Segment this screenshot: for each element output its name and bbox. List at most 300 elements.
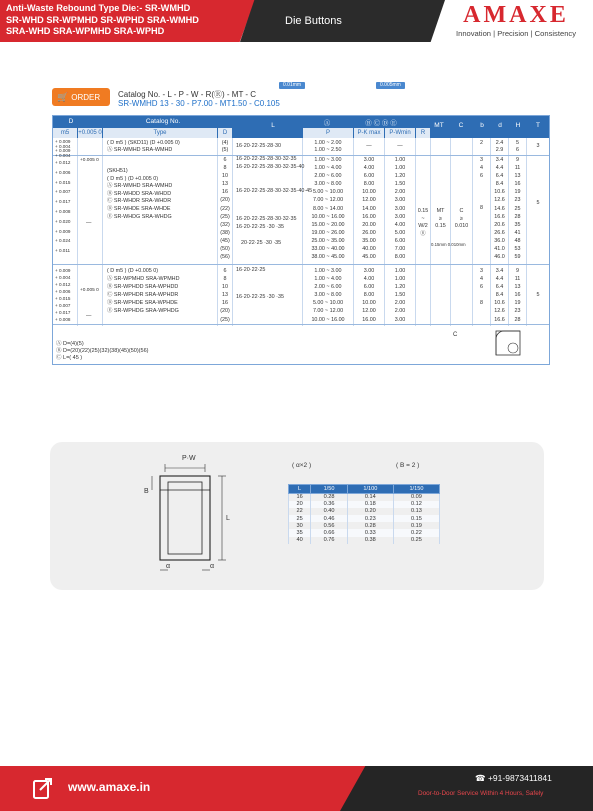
- table-row: [289, 515, 440, 522]
- page-footer: [0, 766, 593, 811]
- note-line: Ⓑ D=(20)(22)(25)(32)(38)(45)(50)(56): [56, 348, 149, 354]
- ratio-cell: 16: [289, 494, 311, 501]
- h-value: 16: [514, 292, 521, 299]
- tol-line: + 0.006: [55, 289, 71, 294]
- tol-line: + 0.009: [55, 139, 71, 144]
- h-value: 23: [514, 197, 521, 204]
- b-value: 2: [480, 140, 483, 146]
- grid-line: [232, 138, 233, 326]
- p-value: 1.00 ~ 2.50: [314, 146, 342, 153]
- ratio-cell: 0.20: [347, 508, 393, 515]
- h-value: 6: [516, 146, 519, 153]
- tol-line: + 0.009: [55, 268, 71, 273]
- pk-value: 14.00: [362, 205, 376, 212]
- t-cell: 3: [536, 143, 540, 149]
- d-value: (4): [221, 140, 229, 146]
- pk-value: 45.00: [362, 254, 376, 261]
- tol-line: + 0.012: [55, 160, 71, 165]
- phone-text: +91-9873411841: [487, 773, 552, 783]
- d-value: (56): [220, 254, 230, 261]
- note-line: Ⓐ D=(4)(5): [56, 341, 84, 347]
- tol-dash-cell: —: [86, 220, 92, 226]
- order-button-label: ORDER: [71, 93, 101, 102]
- tol-line: + 0.011: [55, 248, 71, 254]
- type-cell: [107, 168, 172, 221]
- l-cell: 16·20·22·25·28·30·32·35: [236, 156, 297, 162]
- d-value: 8: [223, 276, 227, 283]
- l-cell: 20·22·25 ·30 ·35: [241, 240, 282, 246]
- pk-cell: [354, 267, 384, 324]
- ratio-cell: 0.15: [393, 515, 439, 522]
- h-value: 28: [514, 316, 521, 323]
- dd-value: 46.0: [494, 254, 505, 261]
- dd-value: 2.4: [495, 140, 504, 146]
- type-line: Ⓓ SR-WPHDE SRA-WPHDE: [107, 300, 178, 307]
- ratio-cell: 40: [289, 537, 311, 544]
- l-cell: 16·20·22·25 ·30 ·35: [236, 294, 284, 300]
- tol-right-cell: +0.005 0: [80, 158, 99, 163]
- tol-line: + 0.017: [55, 199, 71, 205]
- taper-ratio-table: [288, 484, 440, 544]
- p-value: 1.00 ~ 2.00: [314, 140, 342, 146]
- p-value: 5.00 ~ 10.00: [312, 189, 344, 196]
- dd-value: 3.4: [495, 268, 504, 274]
- h-value: 41: [514, 229, 521, 236]
- p-value: 25.00 ~ 35.00: [311, 237, 345, 244]
- pk-cell: [354, 156, 384, 261]
- pk-value: 3.00: [363, 268, 375, 274]
- d-value: (22): [220, 205, 230, 212]
- subheader-d: D: [218, 128, 232, 138]
- grid-line: [102, 138, 103, 326]
- title-line: SR-WHD SR-WPMHD SR-WPHD SRA-WMHD: [6, 14, 199, 25]
- type-line: Ⓒ SR-WHDR SRA-WHDR: [107, 198, 172, 205]
- h-value: 13: [514, 173, 521, 180]
- h-value: 23: [514, 308, 521, 315]
- table-row: [289, 522, 440, 529]
- pw-dimension-label: P·W: [182, 455, 196, 462]
- b-cell: [473, 140, 490, 147]
- pk-value: 4.00: [363, 276, 375, 283]
- dd-value: 8.4: [495, 292, 504, 299]
- tol-dash-cell: —: [86, 313, 92, 319]
- dd-value: 4.4: [495, 165, 504, 172]
- pk-value: 12.00: [362, 197, 376, 204]
- tol-line: + 0.004: [55, 152, 71, 158]
- mt-value: ≥: [439, 215, 442, 222]
- dd-value: 8.4: [495, 181, 504, 188]
- tol-right-cell: +0.005 0: [80, 288, 99, 293]
- h-value: 28: [514, 213, 521, 220]
- tol-line: + 0.012: [55, 282, 71, 287]
- dd-value: 16.6: [494, 213, 505, 220]
- d-value: 6: [223, 268, 227, 274]
- p-value: 1.00 ~ 4.00: [314, 165, 342, 172]
- c-value: C: [459, 208, 464, 214]
- p-cell: [303, 140, 353, 153]
- page-header: [0, 0, 593, 42]
- p-value: 19.00 ~ 26.00: [311, 229, 345, 236]
- l-cell: 16·20·22·25: [236, 267, 266, 273]
- pw-value: 1.50: [394, 181, 406, 188]
- h-value: 59: [514, 254, 521, 261]
- h-value: 11: [514, 165, 521, 172]
- pw-value: 5.00: [394, 229, 406, 236]
- pw-value: 3.00: [394, 316, 406, 323]
- d-value: (25): [220, 213, 230, 220]
- dd-value: 12.6: [494, 197, 505, 204]
- group-divider: [53, 264, 549, 265]
- dd-value: 3.4: [495, 157, 504, 163]
- col-d-header: D: [68, 118, 74, 125]
- dd-value: 20.6: [494, 221, 505, 228]
- ratio-cell: 0.23: [347, 515, 393, 522]
- d-cell: [218, 267, 232, 324]
- b-value: 4: [480, 276, 483, 283]
- r-value: Ⓡ: [420, 230, 426, 237]
- b-cell: [473, 267, 490, 307]
- c-value: 0.010: [454, 223, 469, 229]
- col-b-header: b: [480, 122, 484, 129]
- col-a-header: Ⓐ: [323, 120, 331, 127]
- ratio-cell: 0.25: [393, 537, 439, 544]
- group-divider: [53, 324, 549, 325]
- d-value: (38): [220, 229, 230, 236]
- type-line: Ⓔ SR-WPHDG SRA-WPHDG: [107, 308, 179, 315]
- col-bcde-header: Ⓑ Ⓒ Ⓓ Ⓔ: [365, 120, 397, 127]
- d-value: 10: [222, 173, 228, 180]
- b-value: 8: [480, 205, 483, 212]
- p-cell: [303, 156, 353, 261]
- r-value: ~: [421, 215, 425, 222]
- r-value: 0.15: [417, 208, 429, 214]
- h-value: 11: [514, 276, 521, 283]
- h-value: 13: [514, 284, 521, 291]
- h-value: 53: [514, 246, 521, 253]
- col-h-header: H: [515, 122, 521, 129]
- type-line: Ⓓ SR-WHDE SRA-WHDE: [107, 205, 171, 212]
- type-line: Ⓔ SR-WHDG SRA-WHDG: [107, 213, 172, 220]
- website-link[interactable]: www.amaxe.in: [68, 780, 151, 794]
- h-value: 19: [514, 189, 521, 196]
- dd-value: 12.6: [494, 308, 505, 315]
- p-value: 38.00 ~ 45.00: [311, 254, 345, 261]
- ratio-cell: 0.28: [347, 522, 393, 529]
- subheader-pw: P-Wmin: [385, 128, 415, 138]
- p-value: 2.00 ~ 6.00: [314, 284, 342, 291]
- pw-value: 1.00: [394, 276, 406, 283]
- title-line: SRA-WHD SRA-WPMHD SRA-WPHD: [6, 26, 165, 36]
- ratio-cell: 0.22: [393, 529, 439, 536]
- p-value: 7.00 ~ 12.00: [312, 308, 344, 315]
- pk-value: 10.00: [362, 189, 376, 196]
- table-row: [289, 494, 440, 501]
- dd-cell: [491, 140, 508, 153]
- pw-value: 7.00: [394, 246, 406, 253]
- grid-line: [430, 138, 431, 326]
- b-value: 6: [480, 173, 483, 180]
- footer-dark-band: [340, 766, 593, 811]
- dd-value: 16.6: [494, 316, 505, 323]
- ratio-header: 1/150: [393, 485, 439, 494]
- type-line: (SKH51): [107, 168, 128, 174]
- tol-line: + 0.017: [55, 310, 71, 315]
- p-value: 1.00 ~ 3.00: [314, 268, 342, 274]
- brand-tagline: Innovation | Precision | Consistency: [455, 29, 577, 38]
- p-value: 10.00 ~ 16.00: [311, 316, 345, 323]
- h-value: 19: [514, 300, 521, 307]
- h-cell: [509, 140, 526, 153]
- d-value: 8: [223, 165, 227, 172]
- pk-value: 12.00: [362, 308, 376, 315]
- dd-value: 26.6: [494, 229, 505, 236]
- ratio-cell: 0.56: [311, 522, 348, 529]
- ratio-cell: 0.19: [393, 522, 439, 529]
- d-cell: [218, 140, 232, 153]
- share-icon: [32, 776, 54, 800]
- table-notes: [56, 341, 148, 362]
- h-value: 9: [516, 157, 519, 163]
- ratio-cell: 0.28: [311, 494, 348, 501]
- pw-value: 8.00: [394, 254, 406, 261]
- pk-value: 40.00: [362, 246, 376, 253]
- subheader-pk: P-K max: [354, 128, 384, 138]
- p-value: 3.00 ~ 8.00: [314, 181, 342, 188]
- dd-value: 10.6: [494, 300, 505, 307]
- p-value: 1.00 ~ 3.00: [314, 157, 342, 163]
- pw-cell: [385, 267, 415, 324]
- type-line: ( D m5 ) (D +0.005 0): [107, 268, 159, 274]
- pw-value: 1.00: [394, 268, 406, 274]
- grid-line: [77, 138, 78, 326]
- precision-tag: 0.005mm: [376, 82, 405, 89]
- p-cell: [303, 267, 353, 324]
- c-value: ≥: [460, 215, 463, 222]
- type-cell: [107, 140, 180, 153]
- d-value: (25): [220, 316, 230, 323]
- pk-value: 20.00: [362, 221, 376, 228]
- subheader-r: R: [416, 128, 430, 138]
- b-value: 6: [480, 284, 483, 291]
- subheader-p: P: [303, 128, 353, 138]
- d-value: (20): [220, 197, 230, 204]
- p-value: 8.00 ~ 14.00: [312, 205, 344, 212]
- tol-line: + 0.015: [55, 179, 71, 185]
- pk-value: 4.00: [363, 165, 375, 172]
- d-value: (50): [220, 246, 230, 253]
- catalog-example: SR-WMHD 13 - 30 - P7.00 - MT1.50 - C0.105: [118, 99, 280, 108]
- d-value: (20): [220, 308, 230, 315]
- p-value: 33.00 ~ 40.00: [311, 246, 345, 253]
- pk-value: 16.00: [362, 213, 376, 220]
- pk-value: 8.00: [363, 292, 375, 299]
- mt-note: 0.15mm 0.010mm: [431, 242, 466, 247]
- pw-value: 1.00: [394, 157, 406, 163]
- pw-value: 1.20: [394, 284, 406, 291]
- ratio-cell: 0.33: [347, 529, 393, 536]
- type-cell: [107, 267, 179, 316]
- brand-logo[interactable]: [446, 2, 586, 38]
- alpha-label-right: α: [210, 563, 215, 570]
- dd-cell: [491, 156, 508, 261]
- tol-line: + 0.004: [55, 143, 71, 149]
- l-cell: 16·20·22·25 ·30 ·35: [236, 224, 284, 230]
- b-value: 8: [480, 300, 483, 307]
- p-value: 10.00 ~ 16.00: [311, 213, 345, 220]
- h-cell: [509, 267, 526, 324]
- pk-value: 3.00: [363, 157, 375, 163]
- pk-cell: —: [366, 143, 372, 149]
- pw-value: 2.00: [394, 189, 406, 196]
- tol-line: + 0.024: [55, 238, 71, 244]
- mt-value: MT: [436, 208, 445, 214]
- tol-line: + 0.009: [55, 148, 71, 153]
- pk-value: 8.00: [363, 181, 375, 188]
- d-value: (45): [220, 237, 230, 244]
- ratio-cell: 0.18: [347, 501, 393, 508]
- pw-value: 1.50: [394, 292, 406, 299]
- grid-line: [450, 138, 451, 326]
- ratio-cell: 0.76: [311, 537, 348, 544]
- pk-value: 35.00: [362, 237, 376, 244]
- ratio-cell: 0.09: [393, 494, 439, 501]
- pw-cell: [385, 156, 415, 261]
- h-value: 16: [514, 181, 521, 188]
- dd-value: 36.0: [494, 237, 505, 244]
- pw-value: 2.00: [394, 308, 406, 315]
- precision-tag: 0.01mm: [279, 82, 305, 89]
- subheader-type: Type: [103, 128, 217, 138]
- dd-value: 14.6: [494, 205, 505, 212]
- l-dimension-label: L: [226, 515, 230, 522]
- h-value: 5: [516, 140, 519, 146]
- ratio-cell: 20: [289, 501, 311, 508]
- mt-value: 0.15: [435, 223, 446, 229]
- type-line: Ⓑ SR-WPHDD SRA-WPHDD: [107, 284, 179, 291]
- b-value: 3: [480, 157, 483, 163]
- pk-value: 10.00: [362, 300, 376, 307]
- p-value: 3.00 ~ 8.00: [314, 292, 342, 299]
- l-cell: 16·20·22·25·28·30: [236, 143, 281, 149]
- pw-value: 3.00: [394, 197, 406, 204]
- tol-line: + 0.004: [55, 275, 71, 280]
- pw-cell: —: [397, 143, 403, 149]
- t-cell: 5: [536, 292, 540, 298]
- col-catalog-header: Catalog No.: [145, 118, 181, 125]
- ratio-header: 1/50: [311, 485, 348, 494]
- d-value: 10: [222, 284, 228, 291]
- pw-value: 1.20: [394, 173, 406, 180]
- c-chamfer-diagram: [493, 328, 523, 358]
- dd-value: 6.4: [495, 284, 504, 291]
- col-t-header: T: [536, 122, 540, 129]
- dd-value: 6.4: [495, 173, 504, 180]
- h-value: 35: [514, 221, 521, 228]
- d-value: 16: [222, 300, 228, 307]
- h-value: 48: [514, 237, 521, 244]
- subheader-tol: +0.005 0: [78, 130, 102, 136]
- pk-value: 6.00: [363, 173, 375, 180]
- ratio-cell: 22: [289, 508, 311, 515]
- h-cell: [509, 156, 526, 261]
- note-line: Ⓒ L=( 45 ): [56, 355, 83, 361]
- l-cell: 16·20·22·25·28·30·32·35: [236, 216, 297, 222]
- dd-value: 10.6: [494, 189, 505, 196]
- pk-value: 26.00: [362, 229, 376, 236]
- pw-value: 6.00: [394, 237, 406, 244]
- ratio-cell: 30: [289, 522, 311, 529]
- pw-value: 3.00: [394, 205, 406, 212]
- d-value: (32): [220, 221, 230, 228]
- d-cell: [218, 156, 232, 261]
- tol-line: + 0.015: [55, 296, 71, 301]
- catalog-format: Catalog No. - L - P - W - R(Ⓡ) - MT - C: [118, 90, 257, 99]
- p-value: 7.00 ~ 12.00: [312, 197, 344, 204]
- order-button[interactable]: [52, 88, 110, 106]
- pw-value: 2.00: [394, 300, 406, 307]
- spec-table: [52, 115, 550, 365]
- phone-number[interactable]: [475, 773, 552, 784]
- c-diagram-label: C: [453, 332, 458, 338]
- type-line: Ⓐ SR-WMHD SRA-WMHD: [107, 146, 173, 153]
- p-value: 2.00 ~ 6.00: [314, 173, 342, 180]
- table-row: [289, 508, 440, 515]
- b-value: 4: [480, 165, 483, 172]
- tol-line: + 0.008: [55, 317, 71, 322]
- alpha-note: ( α×2 ): [292, 462, 312, 469]
- tol-line: + 0.020: [55, 218, 71, 224]
- ratio-cell: 0.38: [347, 537, 393, 544]
- tolerance-cell: [55, 158, 70, 256]
- table-row: [289, 501, 440, 508]
- col-mt-header: MT: [434, 122, 444, 129]
- brand-wordmark: AMAXE: [463, 2, 569, 28]
- d-value: 13: [222, 181, 228, 188]
- type-line: ( D m5 ) (SKD11) (D +0.005 0): [107, 140, 180, 146]
- ratio-cell: 0.40: [311, 508, 348, 515]
- col-dd-header: d: [498, 122, 502, 129]
- tol-line: + 0.007: [55, 189, 71, 195]
- type-line: Ⓒ SR-WPHDR SRA-WPHDR: [107, 292, 179, 299]
- ratio-cell: 35: [289, 529, 311, 536]
- ratio-cell: 0.66: [311, 529, 348, 536]
- p-value: 5.00 ~ 10.00: [312, 300, 344, 307]
- pw-value: 1.00: [394, 165, 406, 172]
- h-value: 9: [516, 268, 519, 274]
- c-cell: [451, 208, 472, 231]
- table-row: [289, 537, 440, 544]
- b-value: 3: [480, 268, 483, 274]
- ratio-cell: 0.12: [393, 501, 439, 508]
- type-line: ( D m5 ) (D +0.005 0): [107, 175, 159, 182]
- ratio-header: 1/100: [347, 485, 393, 494]
- col-c-header: C: [458, 122, 464, 129]
- product-title: [6, 3, 246, 38]
- cart-icon: 🛒: [57, 92, 69, 102]
- pw-value: 4.00: [394, 221, 406, 228]
- p-value: 1.00 ~ 4.00: [314, 276, 342, 283]
- tolerance-cell: [55, 140, 70, 158]
- ratio-cell: 0.14: [347, 494, 393, 501]
- type-line: Ⓐ SR-WMHD SRA-WMHD: [107, 183, 173, 190]
- ratio-cell: 0.13: [393, 508, 439, 515]
- r-cell: [416, 208, 430, 238]
- subheader-m5: m5: [53, 128, 77, 138]
- pk-value: 6.00: [363, 284, 375, 291]
- t-cell: 5: [536, 200, 540, 206]
- d-value: 13: [222, 292, 228, 299]
- tol-line: + 0.007: [55, 303, 71, 308]
